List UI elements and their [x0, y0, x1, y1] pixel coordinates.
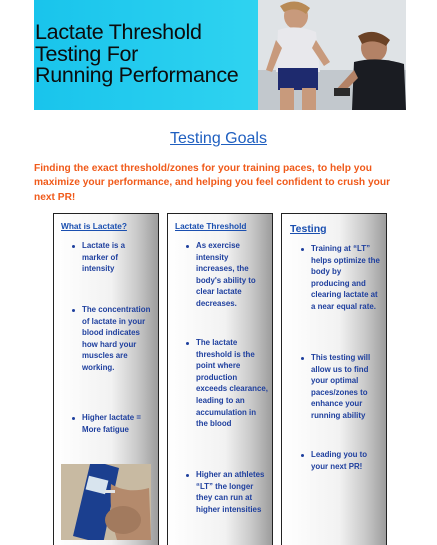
testing-goals-title[interactable]: Testing Goals [170, 130, 267, 147]
hero-banner [34, 0, 406, 110]
bullet-item: The concentration of lactate in your blood indicates how hard your muscles are working. [82, 304, 154, 374]
bullet-item: Higher an athletes “LT” the longer they can run at higher intensities [196, 470, 265, 514]
lactate-meter-illustration [61, 464, 151, 540]
runner-illustration [258, 0, 406, 110]
bullet-item: Leading you to your next PR! [311, 449, 381, 472]
hero-title-line-1: Lactate Threshold [35, 20, 202, 44]
bullet-item: This testing will allow us to find your optimal paces/zones to enhance your running ability [311, 352, 381, 422]
column-lactate-threshold [167, 213, 273, 545]
bullet-item: The lactate threshold is the point where production exceeds clearance, leading to an accumulation in the blood [196, 338, 268, 429]
hero-title-panel [34, 0, 258, 110]
lactate-meter-photo [61, 464, 151, 540]
hero-title-line-2: Testing For [35, 41, 139, 66]
bullet-item: Lactate is a marker of intensity [82, 240, 146, 275]
column-what-is-lactate [53, 213, 159, 545]
hero-title [35, 22, 257, 87]
hero-title-line-3: Running Performance [35, 63, 239, 87]
bullet-item: Training at “LT” helps optimize the body by producing and clearing lactate at a near equal rate. [311, 244, 380, 311]
bullet-item: Higher lactate = More fatigue [82, 412, 152, 435]
column-heading-what-is-lactate[interactable]: What is Lactate? [61, 221, 127, 231]
column-heading-lactate-threshold[interactable]: Lactate Threshold [175, 221, 247, 231]
bullet-item: As exercise intensity increases, the body's ability to clear lactate decreases. [196, 240, 268, 310]
column-heading-testing[interactable]: Testing [290, 223, 327, 235]
testing-goals-intro: Finding the exact threshold/zones for your training paces, to help you maximize your performance, and helping you feel confident to crush your next PR! [34, 163, 391, 203]
column-testing [281, 213, 387, 545]
hero-photo [258, 0, 406, 110]
